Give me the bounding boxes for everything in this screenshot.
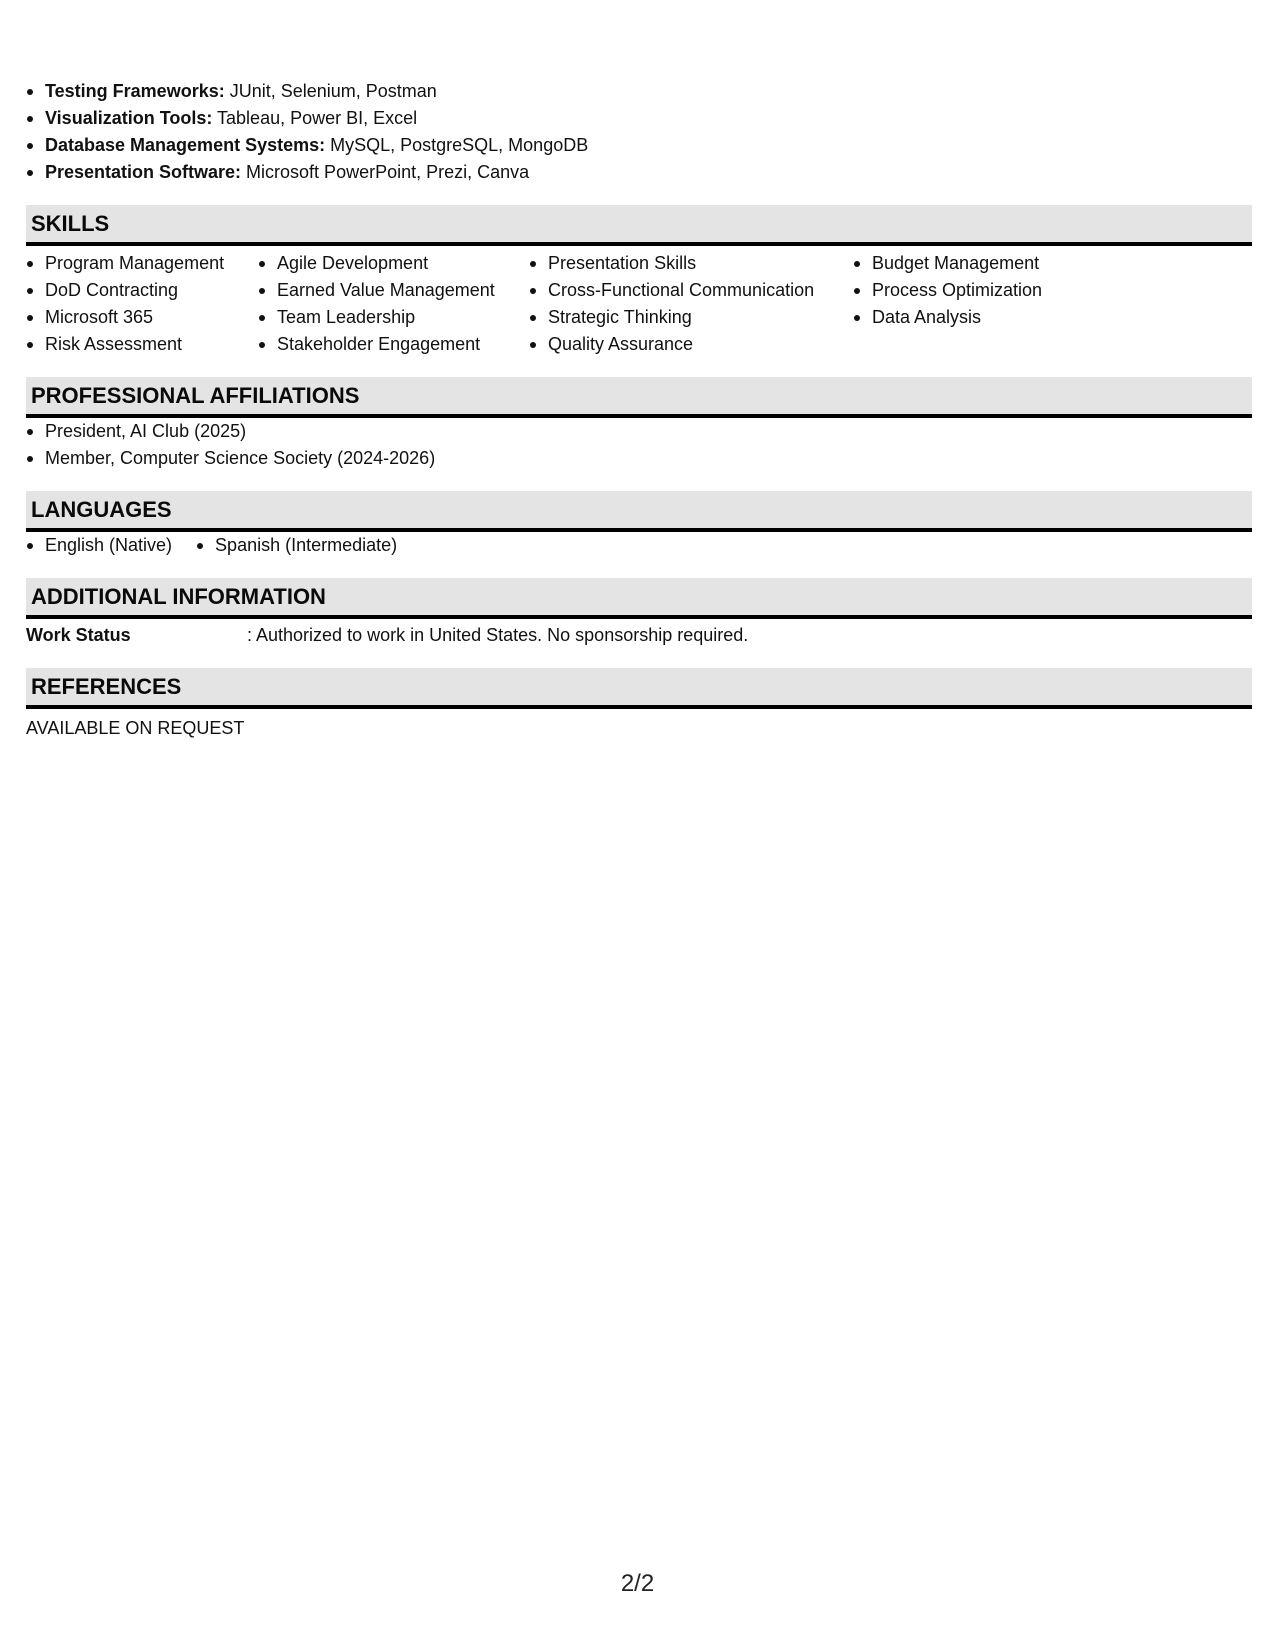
section-title: PROFESSIONAL AFFILIATIONS <box>31 383 360 408</box>
skills-grid <box>26 250 1252 358</box>
affiliation-item: Member, Computer Science Society (2024-2026) <box>26 445 1252 472</box>
skill-item: Process Optimization <box>853 277 1103 304</box>
skill-item: Cross-Functional Communication <box>529 277 853 304</box>
skill-item: Data Analysis <box>853 304 1103 331</box>
skill-item: Strategic Thinking <box>529 304 853 331</box>
skill-item: Microsoft 365 <box>26 304 258 331</box>
references-section-header <box>26 668 1252 709</box>
tool-category: Presentation Software: <box>45 162 242 182</box>
tool-category: Database Management Systems: <box>45 135 326 155</box>
affiliations-section-header <box>26 377 1252 418</box>
language-item: Spanish (Intermediate) <box>196 532 397 559</box>
skill-item: Program Management <box>26 250 258 277</box>
skills-column <box>258 250 529 358</box>
list-item <box>26 132 1252 159</box>
skill-item: DoD Contracting <box>26 277 258 304</box>
skill-item: Agile Development <box>258 250 529 277</box>
skill-item: Quality Assurance <box>529 331 853 358</box>
tools-list <box>26 78 1252 186</box>
section-title: ADDITIONAL INFORMATION <box>31 584 326 609</box>
section-title: LANGUAGES <box>31 497 172 522</box>
tool-values: Tableau, Power BI, Excel <box>212 108 418 128</box>
work-status-row <box>26 622 1252 649</box>
skills-column <box>853 250 1103 358</box>
tool-category: Visualization Tools: <box>45 108 213 128</box>
skill-item: Presentation Skills <box>529 250 853 277</box>
list-item <box>26 78 1252 105</box>
languages-list <box>26 532 1252 559</box>
tool-values: JUnit, Selenium, Postman <box>224 81 437 101</box>
page-number: 2/2 <box>620 1570 655 1597</box>
skill-item: Stakeholder Engagement <box>258 331 529 358</box>
references-text: AVAILABLE ON REQUEST <box>26 718 245 738</box>
resume-page <box>26 78 1252 742</box>
skills-column <box>529 250 853 358</box>
additional-info-section-header <box>26 578 1252 619</box>
skills-column <box>26 250 258 358</box>
tool-values: Microsoft PowerPoint, Prezi, Canva <box>241 162 530 182</box>
tool-values: MySQL, PostgreSQL, MongoDB <box>325 135 589 155</box>
tool-category: Testing Frameworks: <box>45 81 225 101</box>
list-item <box>26 105 1252 132</box>
section-title: SKILLS <box>31 211 110 236</box>
skill-item: Risk Assessment <box>26 331 258 358</box>
list-item <box>26 159 1252 186</box>
section-title: REFERENCES <box>31 674 182 699</box>
languages-section-header <box>26 491 1252 532</box>
work-status-value: : Authorized to work in United States. No sponsorship required. <box>247 625 749 645</box>
skills-section-header <box>26 205 1252 246</box>
affiliations-list <box>26 418 1252 472</box>
affiliation-item: President, AI Club (2025) <box>26 418 1252 445</box>
skill-item: Budget Management <box>853 250 1103 277</box>
skill-item: Earned Value Management <box>258 277 529 304</box>
language-item: English (Native) <box>26 532 172 559</box>
work-status-label: Work Status <box>26 625 131 645</box>
skill-item: Team Leadership <box>258 304 529 331</box>
